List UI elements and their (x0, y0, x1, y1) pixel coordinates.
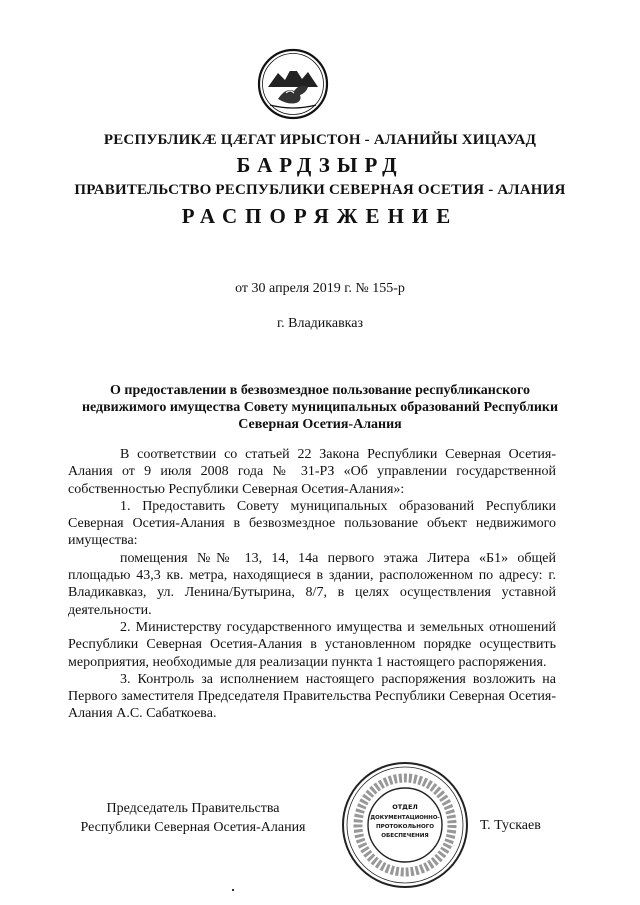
stamp-center-line-2: ДОКУМЕНТАЦИОННО- (370, 815, 440, 821)
document-body (68, 446, 556, 723)
signatory-title-line-2: Республики Северная Осетия-Алания (80, 820, 306, 835)
coat-of-arms-emblem (256, 47, 330, 121)
document-date-number: от 30 апреля 2019 г. № 155-р (235, 281, 405, 296)
official-seal-stamp (340, 760, 470, 890)
body-paragraph-item-2: 2. Министерству государственного имущества и земельных отношений Республики Северная Осетия-Алания в установленном порядке осуществить мероприятия, необходимые для реализации пункта 1 настоящего распоряжения. (68, 619, 556, 670)
header-russian-order: РАСПОРЯЖЕНИЕ (181, 204, 459, 228)
header-russian-government: ПРАВИТЕЛЬСТВО РЕСПУБЛИКИ СЕВЕРНАЯ ОСЕТИЯ - АЛАНИЯ (74, 182, 566, 198)
body-paragraph-item-1: 1. Предоставить Совету муниципальных образований Республики Северная Осетия-Алания в безвозмездное пользование объект недвижимого имущества: (68, 498, 556, 549)
scan-speck (232, 889, 234, 891)
header-ossetian-order: БАРДЗЫРД (236, 153, 404, 177)
stamp-center-line-1: ОТДЕЛ (392, 803, 418, 811)
signatory-title-line-1: Председатель Правительства (106, 801, 280, 816)
document-title: О предоставлении в безвозмездное пользование республиканского недвижимого имущества Совету муниципальных образований Республики Северная Осетия-Алания (81, 383, 559, 432)
body-paragraph-premises: помещения №№ 13, 14, 14а первого этажа Литера «Б1» общей площадью 43,3 кв. метра, находящиеся в здании, расположенном по адресу: г. Владикавказ, ул. Ленина/Бутырина, 8/7, в целях осуществления уставной деятельности. (68, 550, 556, 618)
stamp-center-line-3: ПРОТОКОЛЬНОГО (375, 824, 435, 830)
header-ossetian-government: РЕСПУБЛИКӔ ЦӔГАТ ИРЫСТОН - АЛАНИЙЫ ХИЦАУАД (103, 132, 537, 148)
signatory-title (68, 799, 318, 837)
document-city: г. Владикавказ (276, 316, 364, 331)
stamp-center-line-4: ОБЕСПЕЧЕНИЯ (381, 833, 429, 839)
body-paragraph-preamble: В соответствии со статьей 22 Закона Республики Северная Осетия-Алания от 9 июля 2008 года № 31-РЗ «Об управлении государственной собственностью Республики Северная Осетия-Алания»: (68, 447, 556, 497)
signatory-name: Т. Тускаев (480, 818, 541, 833)
body-paragraph-item-3: 3. Контроль за исполнением настоящего распоряжения возложить на Первого заместителя Председателя Правительства Республики Северная Осетия-Алания А.С. Сабаткоева. (68, 671, 556, 722)
